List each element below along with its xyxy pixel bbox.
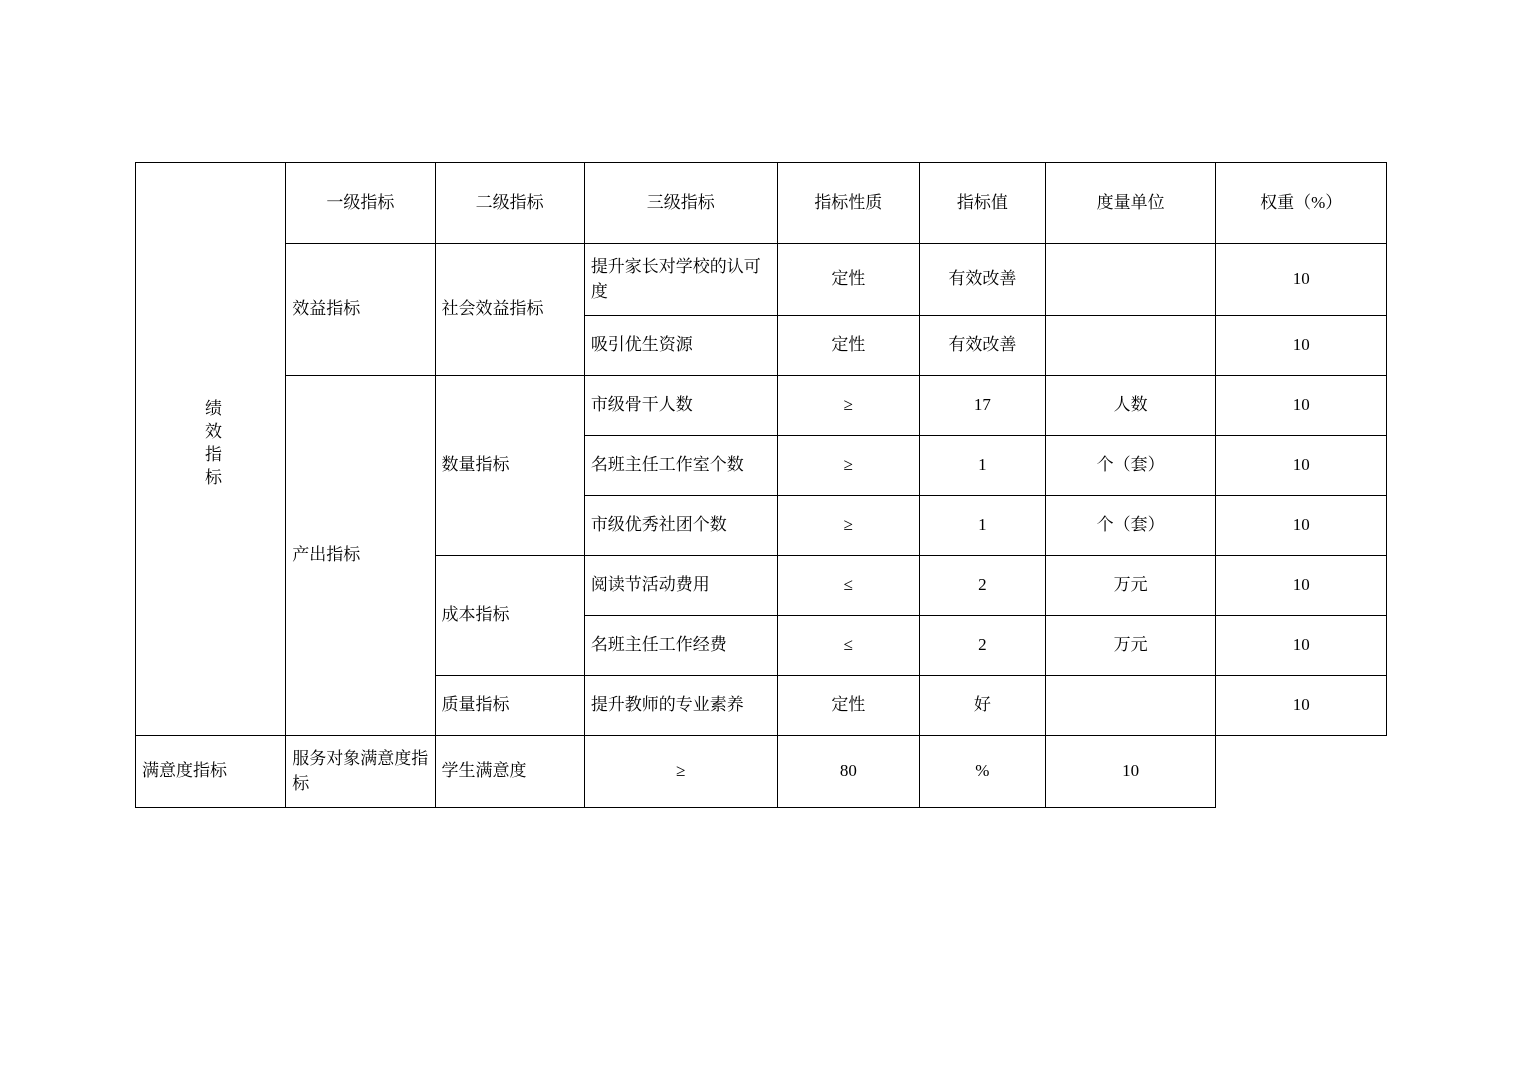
level3-indicator: 吸引优生资源: [584, 316, 777, 376]
level2-service-satisfaction: 服务对象满意度指标: [286, 736, 435, 808]
table-header-row: [136, 163, 1387, 244]
level1-satisfaction: 满意度指标: [136, 736, 286, 808]
indicator-unit: [1045, 316, 1216, 376]
indicator-weight: 10: [1216, 316, 1387, 376]
indicator-value: 1: [919, 436, 1045, 496]
header-level2: 二级指标: [435, 163, 584, 244]
performance-indicator-table: [135, 162, 1387, 808]
indicator-unit: %: [919, 736, 1045, 808]
indicator-nature: ≥: [777, 376, 919, 436]
row-group-label: 绩效指标: [201, 399, 221, 492]
level3-indicator: 名班主任工作经费: [584, 616, 777, 676]
header-nature: 指标性质: [777, 163, 919, 244]
table-row: [136, 376, 1387, 436]
indicator-nature: 定性: [777, 676, 919, 736]
indicator-nature: ≤: [777, 616, 919, 676]
level3-indicator: 名班主任工作室个数: [584, 436, 777, 496]
level1-benefit: 效益指标: [286, 244, 435, 376]
indicator-unit: [1045, 244, 1216, 316]
indicator-value: 好: [919, 676, 1045, 736]
indicator-nature: ≥: [777, 436, 919, 496]
header-level1: 一级指标: [286, 163, 435, 244]
indicator-unit: 人数: [1045, 376, 1216, 436]
level2-quantity: 数量指标: [435, 376, 584, 556]
indicator-nature: 定性: [777, 316, 919, 376]
indicator-unit: 万元: [1045, 556, 1216, 616]
indicator-unit: 个（套）: [1045, 436, 1216, 496]
indicator-weight: 10: [1045, 736, 1216, 808]
indicator-weight: 10: [1216, 556, 1387, 616]
row-group-label-cell: [136, 163, 286, 736]
indicator-unit: [1045, 676, 1216, 736]
level3-indicator: 市级优秀社团个数: [584, 496, 777, 556]
level2-social-benefit: 社会效益指标: [435, 244, 584, 376]
level2-cost: 成本指标: [435, 556, 584, 676]
header-weight: 权重（%）: [1216, 163, 1387, 244]
level3-indicator: 提升教师的专业素养: [584, 676, 777, 736]
level3-indicator: 提升家长对学校的认可度: [584, 244, 777, 316]
indicator-value: 1: [919, 496, 1045, 556]
indicator-nature: ≥: [584, 736, 777, 808]
indicator-weight: 10: [1216, 496, 1387, 556]
indicator-unit: 个（套）: [1045, 496, 1216, 556]
indicator-nature: ≤: [777, 556, 919, 616]
indicator-value: 80: [777, 736, 919, 808]
level1-output: 产出指标: [286, 376, 435, 736]
level3-indicator: 学生满意度: [435, 736, 584, 808]
indicator-value: 有效改善: [919, 244, 1045, 316]
indicator-value: 17: [919, 376, 1045, 436]
level2-quality: 质量指标: [435, 676, 584, 736]
indicator-weight: 10: [1216, 616, 1387, 676]
indicator-weight: 10: [1216, 244, 1387, 316]
indicator-weight: 10: [1216, 376, 1387, 436]
indicator-nature: 定性: [777, 244, 919, 316]
indicator-weight: 10: [1216, 436, 1387, 496]
indicator-value: 2: [919, 556, 1045, 616]
indicator-nature: ≥: [777, 496, 919, 556]
header-value: 指标值: [919, 163, 1045, 244]
indicator-value: 有效改善: [919, 316, 1045, 376]
indicator-unit: 万元: [1045, 616, 1216, 676]
level3-indicator: 市级骨干人数: [584, 376, 777, 436]
table-row: [136, 244, 1387, 316]
table-row: [136, 736, 1387, 808]
level3-indicator: 阅读节活动费用: [584, 556, 777, 616]
header-level3: 三级指标: [584, 163, 777, 244]
header-unit: 度量单位: [1045, 163, 1216, 244]
indicator-weight: 10: [1216, 676, 1387, 736]
indicator-value: 2: [919, 616, 1045, 676]
